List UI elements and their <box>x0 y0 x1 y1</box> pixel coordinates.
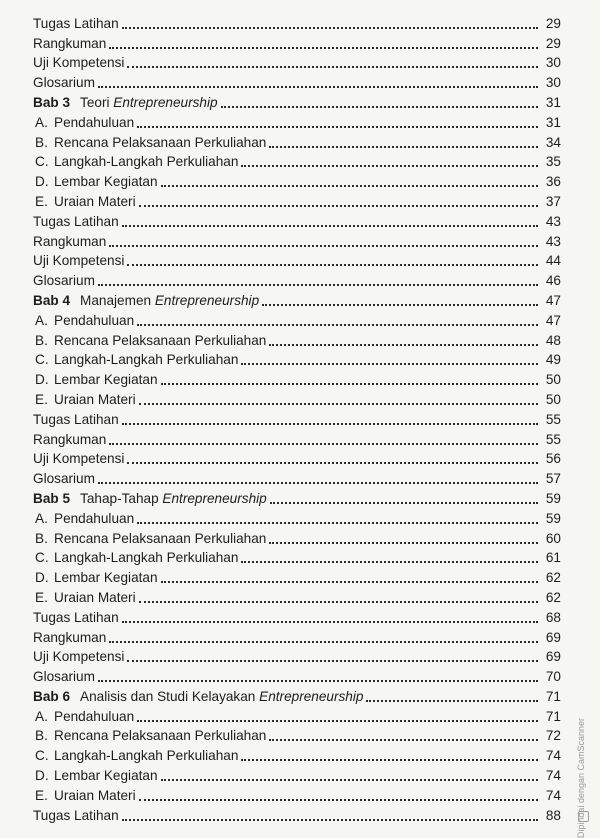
table-of-contents <box>33 12 561 824</box>
section-letter: A. <box>35 510 48 526</box>
section-title: Lembar Kegiatan <box>54 372 158 388</box>
dot-leader <box>139 799 538 801</box>
section-title: Lembar Kegiatan <box>54 768 158 784</box>
toc-entry-label: Tugas Latihan <box>33 15 119 31</box>
toc-entry-row <box>33 309 561 329</box>
page-number: 88 <box>545 807 561 823</box>
section-title: Uraian Materi <box>54 787 136 803</box>
dot-leader <box>241 759 538 761</box>
toc-entry-label <box>33 115 134 131</box>
scanner-watermark <box>576 718 590 838</box>
dot-leader <box>262 304 538 306</box>
section-letter: C. <box>35 154 49 170</box>
page-number: 50 <box>545 391 561 407</box>
section-letter: C. <box>35 550 49 566</box>
page-number: 68 <box>545 609 561 625</box>
dot-leader <box>269 542 538 544</box>
section-letter: C. <box>35 748 49 764</box>
page-number: 60 <box>545 530 561 546</box>
toc-entry-row <box>33 269 561 289</box>
page-number: 61 <box>545 550 561 566</box>
toc-entry-row <box>33 705 561 725</box>
toc-entry-row <box>33 131 561 151</box>
toc-entry-row <box>33 507 561 527</box>
toc-entry-row <box>33 71 561 91</box>
section-title: Langkah-Langkah Perkuliahan <box>54 550 239 566</box>
toc-entry-row <box>33 764 561 784</box>
section-title: Lembar Kegiatan <box>54 174 158 190</box>
toc-entry-row <box>33 250 561 270</box>
toc-entry-label <box>33 154 238 170</box>
toc-entry-label <box>33 194 136 210</box>
toc-entry-label <box>33 491 267 507</box>
section-letter: C. <box>35 352 49 368</box>
toc-entry-row <box>33 586 561 606</box>
toc-entry-row <box>33 12 561 32</box>
toc-entry-label: Uji Kompetensi <box>33 55 125 71</box>
dot-leader <box>137 324 538 326</box>
toc-entry-label <box>33 748 238 764</box>
toc-entry-row <box>33 230 561 250</box>
page-number: 71 <box>545 688 561 704</box>
chapter-title: Tahap-Tahap <box>80 490 159 506</box>
dot-leader <box>161 779 538 781</box>
dot-leader <box>269 344 538 346</box>
toc-entry-row <box>33 626 561 646</box>
dot-leader <box>109 443 538 445</box>
toc-entry-row <box>33 52 561 72</box>
page-number: 72 <box>545 728 561 744</box>
page-number: 59 <box>545 490 561 506</box>
dot-leader <box>366 700 538 702</box>
section-letter: B. <box>35 134 48 150</box>
section-letter: A. <box>35 708 48 724</box>
toc-entry-row <box>33 448 561 468</box>
dot-leader <box>127 462 538 464</box>
toc-entry-label <box>33 352 238 368</box>
page-number: 31 <box>545 114 561 130</box>
section-letter: D. <box>35 570 49 586</box>
section-title: Langkah-Langkah Perkuliahan <box>54 352 239 368</box>
toc-entry-label <box>33 768 158 784</box>
chapter-title-italic: Entrepreneurship <box>162 490 267 506</box>
toc-entry-row <box>33 527 561 547</box>
section-title: Uraian Materi <box>54 391 136 407</box>
section-title: Uraian Materi <box>54 589 136 605</box>
toc-entry-row <box>33 32 561 52</box>
toc-entry-row <box>33 784 561 804</box>
section-letter: D. <box>35 768 49 784</box>
toc-entry-label <box>33 531 266 547</box>
page-number: 69 <box>545 649 561 665</box>
chapter-title-italic: Entrepreneurship <box>113 94 218 110</box>
toc-entry-row <box>33 665 561 685</box>
camscanner-icon <box>578 811 589 822</box>
dot-leader <box>137 522 538 524</box>
toc-entry-label: Glosarium <box>33 471 95 487</box>
section-title: Pendahuluan <box>54 312 135 328</box>
page-number: 74 <box>545 787 561 803</box>
page-number: 35 <box>545 154 561 170</box>
toc-entry-label: Tugas Latihan <box>33 609 119 625</box>
chapter-number: Bab 3 <box>33 94 71 110</box>
dot-leader <box>109 641 538 643</box>
page-number: 55 <box>545 411 561 427</box>
page-number: 74 <box>545 748 561 764</box>
dot-leader <box>109 47 538 49</box>
page-number: 29 <box>545 15 561 31</box>
toc-entry-label <box>33 709 134 725</box>
page-number: 44 <box>545 253 561 269</box>
toc-entry-row <box>33 467 561 487</box>
section-letter: A. <box>35 312 48 328</box>
toc-entry-row <box>33 170 561 190</box>
page-number: 30 <box>545 55 561 71</box>
section-letter: B. <box>35 530 48 546</box>
dot-leader <box>139 403 538 405</box>
toc-entry-label <box>33 689 363 705</box>
page-number: 37 <box>545 193 561 209</box>
toc-entry-label: Rangkuman <box>33 629 107 645</box>
toc-entry-row <box>33 547 561 567</box>
toc-entry-label <box>33 511 134 527</box>
toc-entry-label: Tugas Latihan <box>33 411 119 427</box>
section-title: Rencana Pelaksanaan Perkuliahan <box>54 134 267 150</box>
dot-leader <box>122 819 538 821</box>
toc-entry-label <box>33 550 238 566</box>
dot-leader <box>161 185 538 187</box>
dot-leader <box>127 66 538 68</box>
section-title: Langkah-Langkah Perkuliahan <box>54 154 239 170</box>
toc-entry-label: Glosarium <box>33 669 95 685</box>
toc-entry-row <box>33 725 561 745</box>
dot-leader <box>241 561 538 563</box>
chapter-number: Bab 5 <box>33 490 71 506</box>
dot-leader <box>122 621 538 623</box>
toc-entry-row <box>33 804 561 824</box>
dot-leader <box>270 502 538 504</box>
toc-entry-row <box>33 646 561 666</box>
chapter-title-italic: Entrepreneurship <box>259 688 364 704</box>
chapter-number: Bab 4 <box>33 292 71 308</box>
chapter-number: Bab 6 <box>33 688 71 704</box>
dot-leader <box>269 146 538 148</box>
page-number: 70 <box>545 669 561 685</box>
dot-leader <box>127 660 538 662</box>
toc-entry-label <box>33 174 158 190</box>
toc-entry-row <box>33 349 561 369</box>
section-title: Pendahuluan <box>54 114 135 130</box>
toc-entry-label <box>33 293 259 309</box>
dot-leader <box>122 423 538 425</box>
dot-leader <box>137 126 538 128</box>
toc-chapter-row <box>33 91 561 111</box>
dot-leader <box>161 581 538 583</box>
chapter-title: Analisis dan Studi Kelayakan <box>80 688 256 704</box>
page-number: 62 <box>545 570 561 586</box>
dot-leader <box>137 720 538 722</box>
section-title: Pendahuluan <box>54 708 135 724</box>
toc-entry-row <box>33 190 561 210</box>
dot-leader <box>221 106 538 108</box>
dot-leader <box>122 225 538 227</box>
dot-leader <box>269 739 538 741</box>
toc-entry-label: Rangkuman <box>33 431 107 447</box>
page-number: 30 <box>545 75 561 91</box>
dot-leader <box>109 245 538 247</box>
chapter-title-italic: Entrepreneurship <box>154 292 260 308</box>
toc-entry-label: Rangkuman <box>33 35 107 51</box>
toc-entry-row <box>33 744 561 764</box>
section-letter: E. <box>35 589 48 605</box>
dot-leader <box>139 205 538 207</box>
dot-leader <box>98 86 538 88</box>
page-number: 56 <box>545 451 561 467</box>
toc-entry-row <box>33 606 561 626</box>
toc-entry-label: Tugas Latihan <box>33 213 119 229</box>
dot-leader <box>127 264 538 266</box>
page-number: 48 <box>545 332 561 348</box>
dot-leader <box>98 284 538 286</box>
section-letter: D. <box>35 372 49 388</box>
page-number: 50 <box>545 372 561 388</box>
page-number: 47 <box>545 312 561 328</box>
dot-leader <box>139 601 538 603</box>
toc-entry-label <box>33 392 136 408</box>
section-letter: E. <box>35 787 48 803</box>
section-title: Rencana Pelaksanaan Perkuliahan <box>54 530 267 546</box>
section-letter: B. <box>35 332 48 348</box>
page-number: 49 <box>545 352 561 368</box>
toc-entry-label <box>33 788 136 804</box>
section-title: Rencana Pelaksanaan Perkuliahan <box>54 332 267 348</box>
toc-entry-row <box>33 428 561 448</box>
dot-leader <box>241 165 538 167</box>
dot-leader <box>161 383 538 385</box>
toc-entry-row <box>33 388 561 408</box>
page-number: 36 <box>545 174 561 190</box>
toc-entry-row <box>33 368 561 388</box>
toc-entry-label: Glosarium <box>33 75 95 91</box>
section-title: Rencana Pelaksanaan Perkuliahan <box>54 728 267 744</box>
toc-entry-label <box>33 590 136 606</box>
section-letter: E. <box>35 193 48 209</box>
section-title: Pendahuluan <box>54 510 135 526</box>
toc-entry-label <box>33 135 266 151</box>
toc-entry-label: Glosarium <box>33 273 95 289</box>
toc-chapter-row <box>33 487 561 507</box>
toc-entry-label: Rangkuman <box>33 233 107 249</box>
toc-entry-row <box>33 408 561 428</box>
page-number: 34 <box>545 134 561 150</box>
page-number: 69 <box>545 629 561 645</box>
toc-entry-label: Uji Kompetensi <box>33 253 125 269</box>
page-number: 71 <box>545 708 561 724</box>
section-title: Uraian Materi <box>54 193 136 209</box>
toc-entry-row <box>33 111 561 131</box>
dot-leader <box>98 482 538 484</box>
toc-entry-row <box>33 210 561 230</box>
section-letter: B. <box>35 728 48 744</box>
page-number: 31 <box>545 94 561 110</box>
dot-leader <box>241 363 538 365</box>
toc-entry-label <box>33 372 158 388</box>
page-number: 59 <box>545 510 561 526</box>
page-number: 55 <box>545 431 561 447</box>
page-number: 47 <box>545 292 561 308</box>
chapter-title: Teori <box>80 94 110 110</box>
toc-entry-label <box>33 313 134 329</box>
toc-chapter-row <box>33 289 561 309</box>
toc-entry-label <box>33 333 266 349</box>
toc-entry-label <box>33 570 158 586</box>
page-number: 43 <box>545 233 561 249</box>
section-letter: E. <box>35 391 48 407</box>
page-number: 46 <box>545 273 561 289</box>
chapter-title: Manajemen <box>80 292 152 308</box>
toc-entry-label: Uji Kompetensi <box>33 649 125 665</box>
page-number: 57 <box>545 471 561 487</box>
toc-chapter-row <box>33 685 561 705</box>
toc-entry-row <box>33 329 561 349</box>
section-title: Lembar Kegiatan <box>54 570 158 586</box>
toc-entry-label <box>33 95 218 111</box>
section-letter: A. <box>35 114 48 130</box>
toc-entry-row <box>33 151 561 171</box>
section-letter: D. <box>35 174 49 190</box>
dot-leader <box>98 680 538 682</box>
toc-entry-row <box>33 566 561 586</box>
page-number: 74 <box>545 768 561 784</box>
section-title: Langkah-Langkah Perkuliahan <box>54 748 239 764</box>
toc-entry-label <box>33 728 266 744</box>
toc-entry-label: Uji Kompetensi <box>33 451 125 467</box>
page-number: 43 <box>545 213 561 229</box>
page-number: 62 <box>545 589 561 605</box>
watermark-text: Dipindai dengan CamScanner <box>576 718 586 838</box>
dot-leader <box>122 27 538 29</box>
page-number: 29 <box>545 35 561 51</box>
toc-entry-label: Tugas Latihan <box>33 807 119 823</box>
